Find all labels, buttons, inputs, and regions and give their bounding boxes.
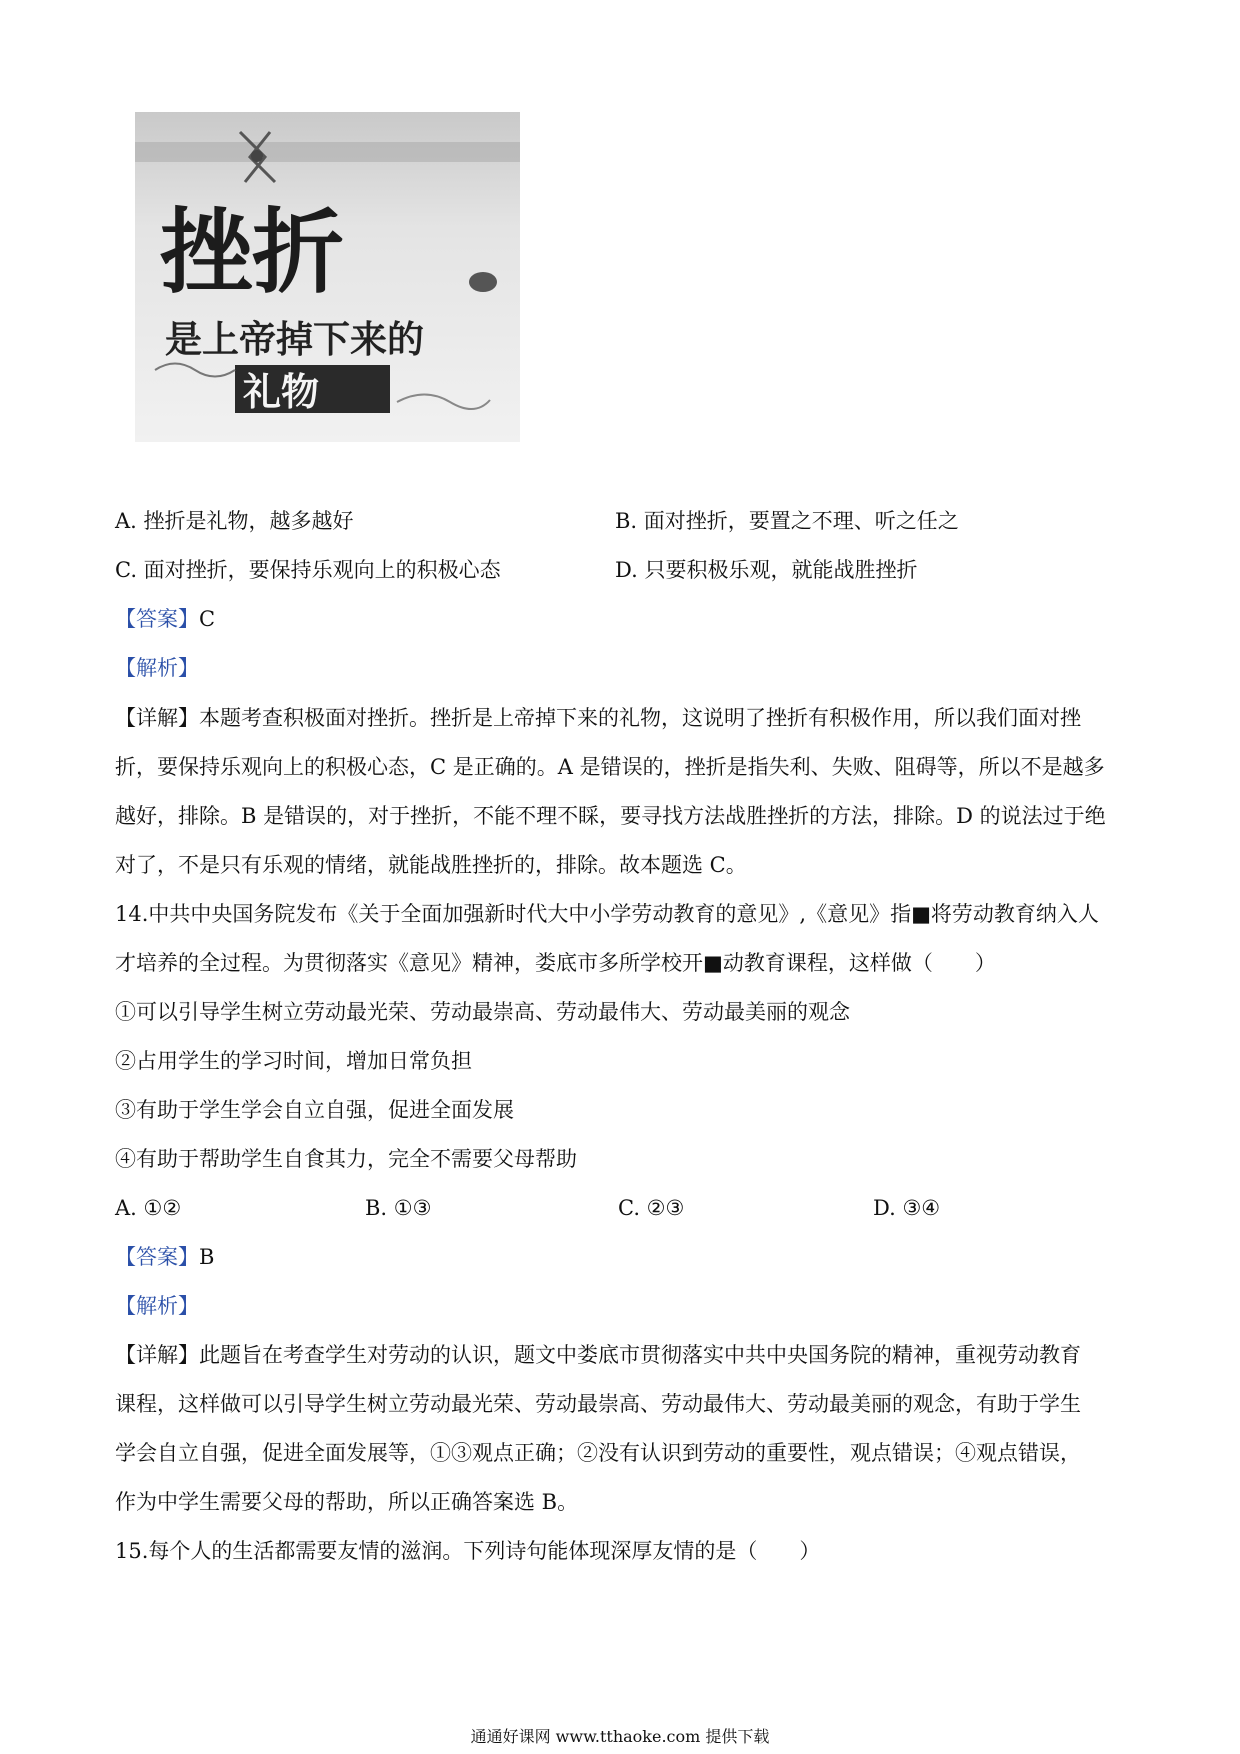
q14-answer — [115, 1244, 214, 1270]
q14-option-d: D. ③④ — [873, 1196, 941, 1220]
q13-detail-line — [115, 705, 1081, 731]
q15-stem: 15.每个人的生活都需要友情的滋润。下列诗句能体现深厚友情的是（ ） — [115, 1539, 821, 1563]
poster-title: 挫折 — [160, 199, 345, 306]
q13-detail-line: 对了，不是只有乐观的情绪，就能战胜挫折的，排除。故本题选 C。 — [115, 853, 747, 877]
q14-detail-line: 课程，这样做可以引导学生树立劳动最光荣、劳动最崇高、劳动最伟大、劳动最美丽的观念，有助于学生 — [115, 1392, 1081, 1416]
answer-value: C — [199, 607, 216, 631]
poster-graphic — [135, 112, 520, 442]
q14-analysis-label: 【解析】 — [115, 1294, 199, 1318]
q14-detail-line: 作为中学生需要父母的帮助，所以正确答案选 B。 — [115, 1490, 579, 1514]
answer-value: B — [199, 1245, 215, 1269]
answer-label: 【答案】 — [115, 1245, 199, 1269]
detail-label: 【详解】 — [115, 706, 199, 730]
detail-label: 【详解】 — [115, 1343, 199, 1367]
q13-answer — [115, 606, 215, 632]
q13-option-a: A. 挫折是礼物，越多越好 — [115, 509, 354, 533]
q14-statement: ①可以引导学生树立劳动最光荣、劳动最崇高、劳动最伟大、劳动最美丽的观念 — [115, 1000, 850, 1024]
q14-detail-line — [115, 1342, 1081, 1368]
detail-text: 本题考查积极面对挫折。挫折是上帝掉下来的礼物，这说明了挫折有积极作用，所以我们面对挫 — [199, 706, 1081, 730]
q14-detail-line: 学会自立自强，促进全面发展等，①③观点正确；②没有认识到劳动的重要性，观点错误；④观点错误， — [115, 1441, 1081, 1465]
q13-detail-line: 越好，排除。B 是错误的，对于挫折，不能不理不睬，要寻找方法战胜挫折的方法，排除。D 的说法过于绝 — [115, 804, 1106, 828]
q14-statement: ④有助于帮助学生自食其力，完全不需要父母帮助 — [115, 1147, 577, 1171]
q14-option-c: C. ②③ — [618, 1196, 685, 1220]
q14-option-a: A. ①② — [115, 1196, 182, 1220]
poster-subtitle: 是上帝掉下来的 — [165, 318, 424, 361]
q13-analysis-label: 【解析】 — [115, 656, 199, 680]
detail-text: 此题旨在考查学生对劳动的认识，题文中娄底市贯彻落实中共中央国务院的精神，重视劳动教育 — [199, 1343, 1081, 1367]
q14-statement: ②占用学生的学习时间，增加日常负担 — [115, 1049, 472, 1073]
answer-label: 【答案】 — [115, 607, 199, 631]
q14-stem-line: 才培养的全过程。为贯彻落实《意见》精神，娄底市多所学校开■动教育课程，这样做（ ） — [115, 951, 996, 975]
q14-stem-line: 14.中共中央国务院发布《关于全面加强新时代大中小学劳动教育的意见》,《意见》指■将劳动教育纳入人 — [115, 902, 1099, 926]
q13-option-d: D. 只要积极乐观，就能战胜挫折 — [615, 558, 918, 582]
q13-option-b: B. 面对挫折，要置之不理、听之任之 — [615, 509, 959, 533]
q14-option-b: B. ①③ — [365, 1196, 432, 1220]
page-footer: 通通好课网 www.tthaoke.com 提供下载 — [470, 1727, 770, 1746]
q13-detail-line: 折，要保持乐观向上的积极心态，C 是正确的。A 是错误的，挫折是指失利、失败、阻碍等，所以不是越多 — [115, 755, 1105, 779]
poster-image — [135, 112, 520, 442]
q13-option-c: C. 面对挫折，要保持乐观向上的积极心态 — [115, 558, 501, 582]
poster-banner: 礼物 — [243, 370, 320, 414]
q14-statement: ③有助于学生学会自立自强，促进全面发展 — [115, 1098, 514, 1122]
